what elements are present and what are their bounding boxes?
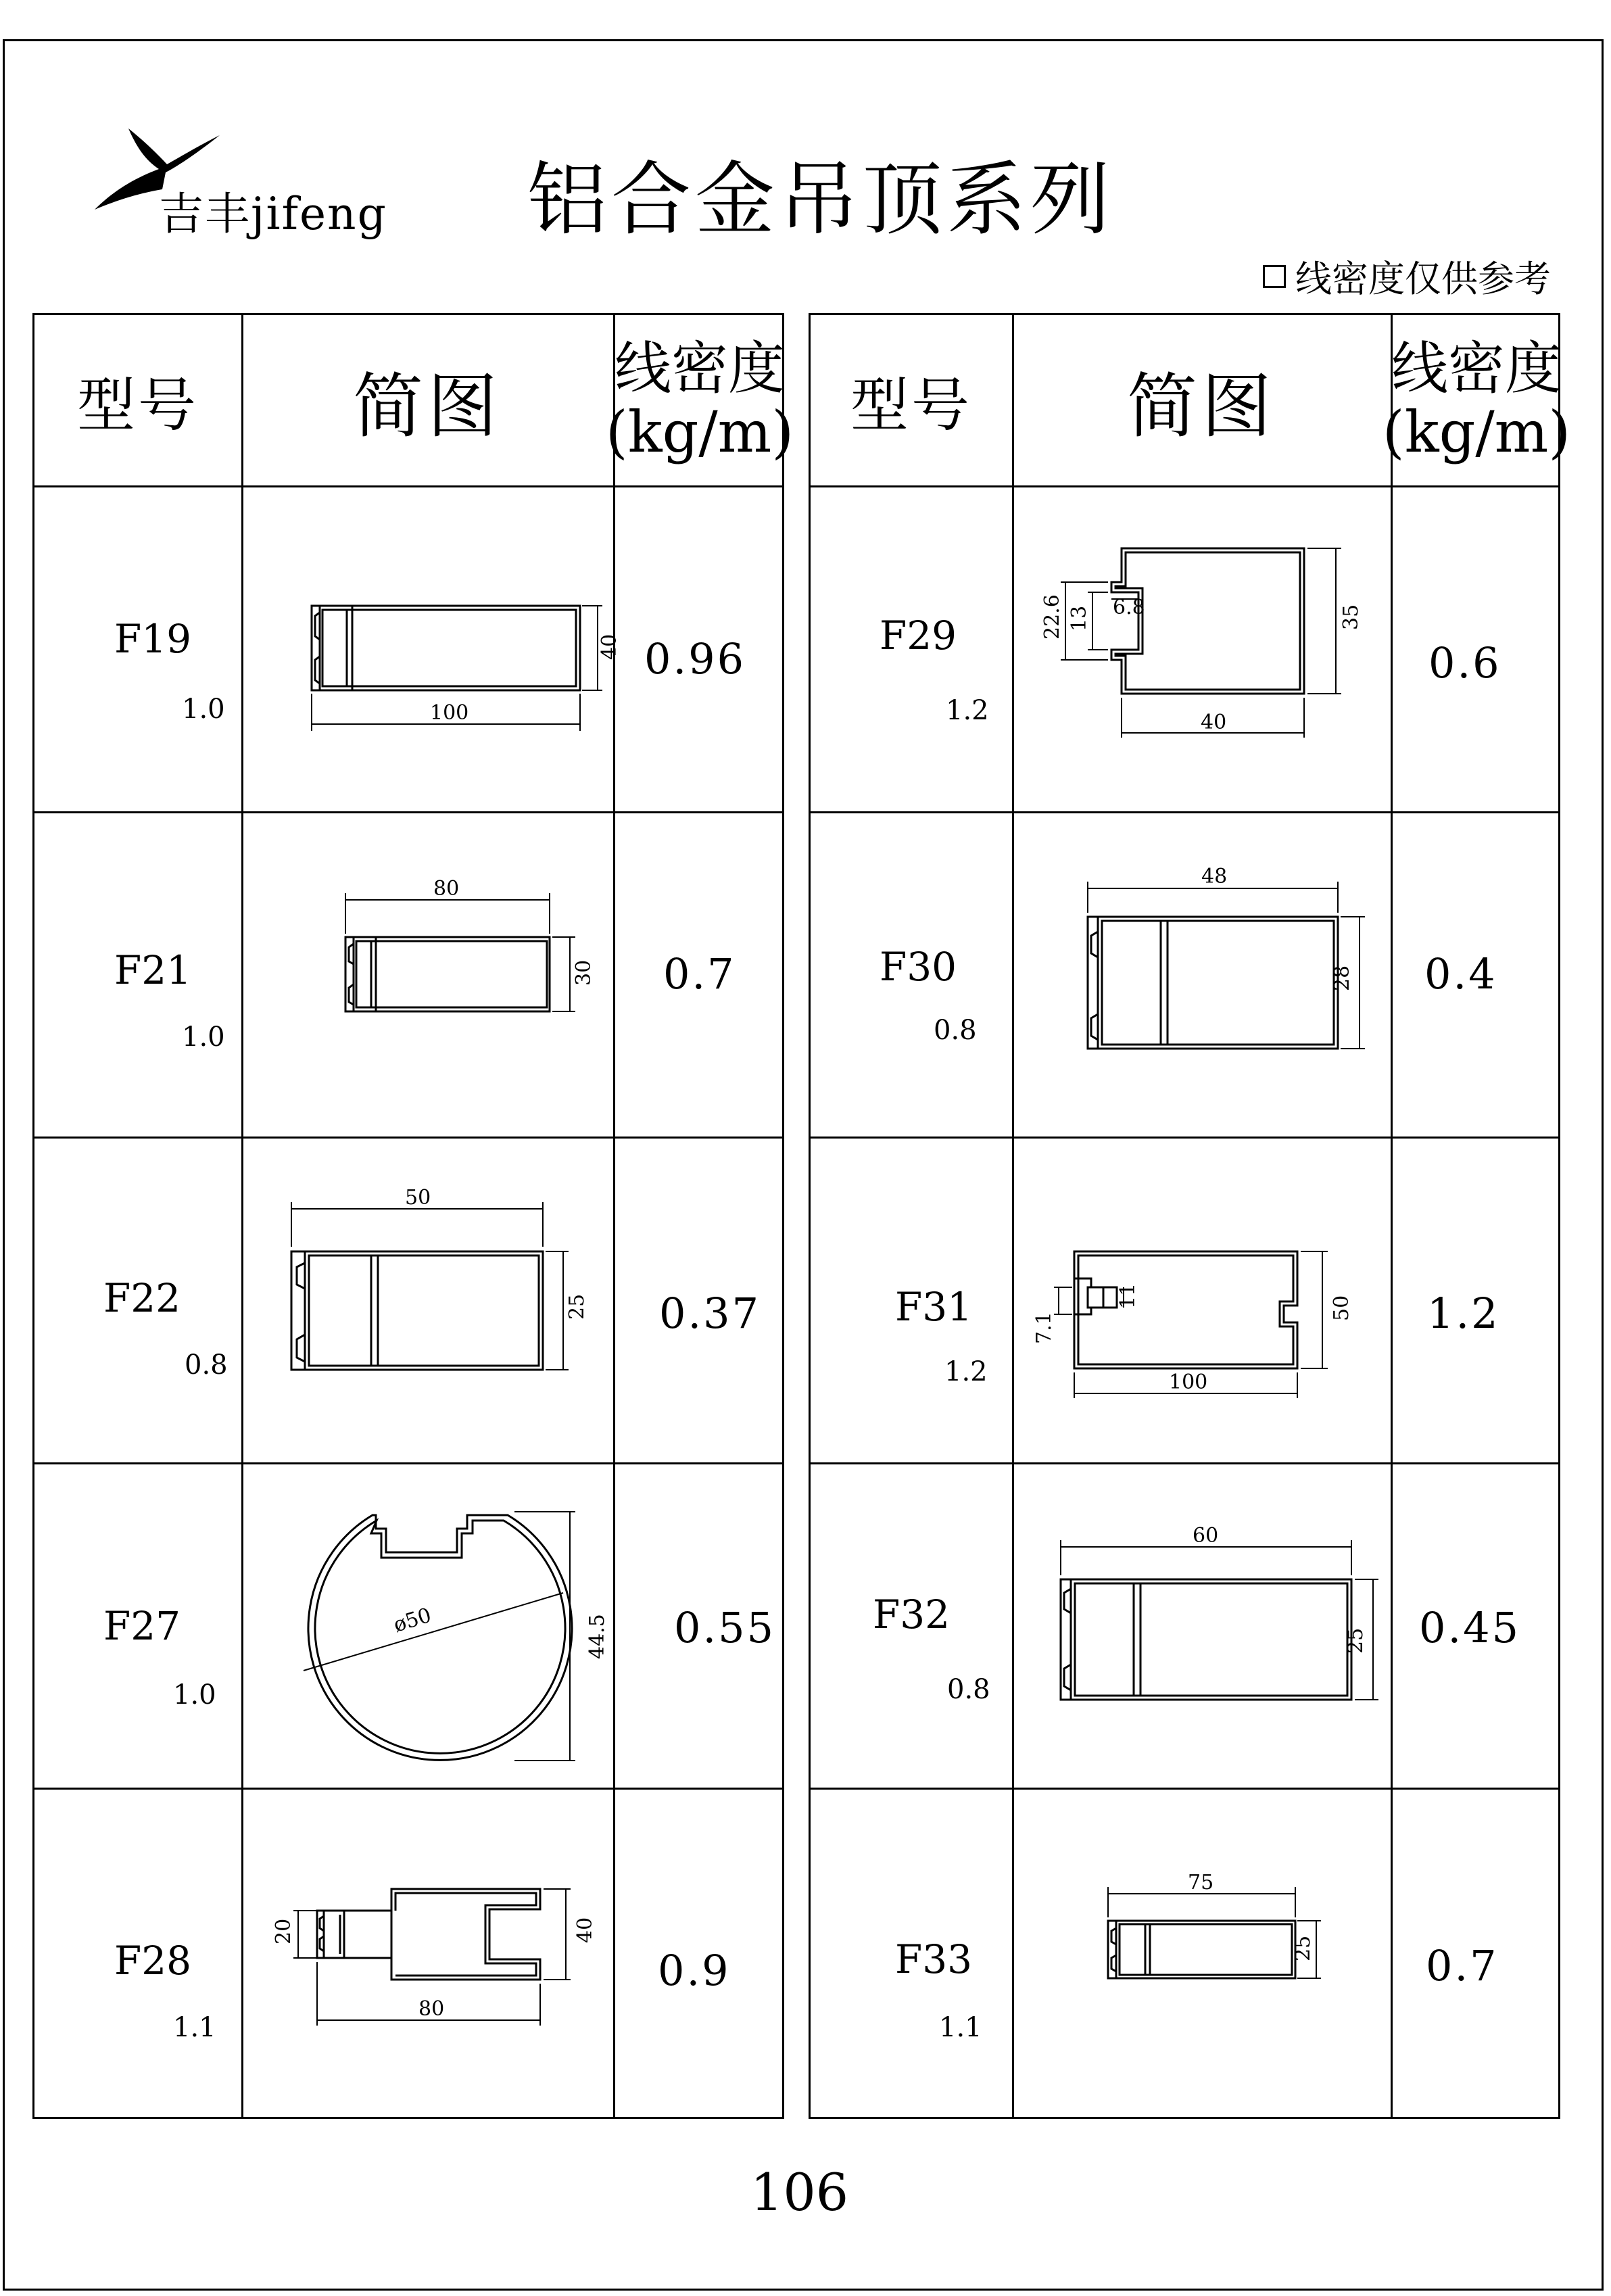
header-density-unit: (kg/m) (1382, 399, 1571, 465)
density-value: 0.37 (659, 1289, 761, 1338)
wall-thickness: 1.1 (173, 2012, 216, 2043)
dim-label: 13 (1067, 605, 1091, 631)
profile-drawing-f29 (1024, 538, 1375, 744)
page-number: 106 (750, 2162, 849, 2222)
density-value: 0.4 (1424, 949, 1497, 999)
dim-label: 80 (433, 877, 460, 901)
profile-drawing-f33 (1101, 1857, 1345, 2008)
wall-thickness: 0.8 (947, 1674, 990, 1705)
density-value: 1.2 (1427, 1289, 1500, 1338)
density-value: 0.7 (1426, 1941, 1499, 1990)
dim-label: 60 (1193, 1524, 1219, 1548)
checkbox-icon (1263, 265, 1286, 288)
density-value: 0.96 (644, 634, 746, 684)
density-value: 0.55 (674, 1603, 776, 1652)
dim-label: 40 (598, 633, 621, 660)
dim-label: 35 (1339, 604, 1363, 630)
model-code: F21 (114, 947, 192, 993)
dim-label: ø50 (391, 1603, 435, 1637)
profile-drawing-f31 (1024, 1201, 1375, 1406)
profile-drawing-f32 (1054, 1525, 1405, 1731)
model-code: F33 (895, 1936, 973, 1982)
brand-logo (91, 125, 389, 240)
wall-thickness: 1.0 (173, 1679, 216, 1711)
density-value: 0.7 (663, 949, 736, 999)
dim-label: 25 (565, 1293, 589, 1320)
wall-thickness: 0.8 (934, 1015, 977, 1046)
header-drawing: 简图 (1126, 365, 1276, 448)
model-code: F29 (880, 613, 957, 659)
model-code: F27 (103, 1603, 181, 1649)
model-code: F30 (880, 944, 957, 990)
density-value: 0.6 (1428, 638, 1501, 688)
reference-note-text: 线密度仅供参考 (1295, 258, 1551, 300)
dim-label: 22.6 (1040, 594, 1064, 640)
wall-thickness: 1.1 (939, 2012, 982, 2043)
right-table (809, 313, 1571, 2119)
dim-label: 28 (1330, 965, 1354, 991)
profile-drawing-f28 (263, 1829, 601, 2049)
header-density (605, 315, 794, 485)
density-value: 0.9 (658, 1946, 731, 1995)
header-density-label: 线密度 (1391, 335, 1562, 402)
dim-label: 48 (1201, 865, 1228, 888)
profile-drawing-f19 (305, 585, 643, 744)
dim-label: 75 (1188, 1871, 1214, 1894)
dim-label: 44.5 (585, 1614, 609, 1659)
profile-drawing-f30 (1081, 856, 1365, 1061)
dim-label: 25 (1291, 1935, 1315, 1961)
header-model: 型号 (77, 372, 199, 439)
dim-label: 50 (1330, 1295, 1353, 1321)
dim-label: 40 (1201, 711, 1227, 734)
header-density-unit: (kg/m) (605, 399, 794, 465)
dim-label: 40 (573, 1917, 597, 1943)
dim-label: 100 (1169, 1370, 1208, 1394)
brand-text: 吉丰jifeng (159, 188, 387, 240)
profile-drawing-f21 (339, 869, 609, 1041)
model-code: F32 (873, 1592, 951, 1637)
reference-note (1263, 250, 1551, 302)
wall-thickness: 1.0 (182, 1022, 225, 1053)
model-code: F28 (114, 1938, 192, 1984)
dim-label: 50 (405, 1186, 431, 1210)
model-code: F19 (114, 616, 192, 662)
header-model: 型号 (850, 372, 972, 439)
dim-label: 6.8 (1113, 596, 1145, 619)
dim-label: 7.1 (1032, 1312, 1056, 1344)
header-drawing: 简图 (352, 365, 502, 448)
dim-label: 30 (572, 959, 596, 986)
dim-label: 100 (430, 701, 469, 725)
dim-label: 25 (1344, 1627, 1368, 1654)
left-table (32, 313, 794, 2119)
dim-label: 20 (272, 1918, 295, 1944)
wall-thickness: 0.8 (185, 1349, 228, 1381)
wall-thickness: 1.2 (946, 695, 989, 726)
dim-label: 11 (1116, 1283, 1140, 1309)
density-value: 0.45 (1419, 1603, 1521, 1652)
model-code: F31 (895, 1284, 973, 1330)
model-code: F22 (103, 1275, 181, 1321)
header-density (1382, 315, 1571, 485)
dim-label: 80 (418, 1997, 445, 2021)
profile-drawing-f22 (285, 1187, 589, 1393)
profile-drawing-f27 (291, 1491, 616, 1778)
header-density-label: 线密度 (614, 335, 785, 402)
wall-thickness: 1.2 (944, 1356, 988, 1387)
wall-thickness: 1.0 (182, 694, 225, 725)
page-title: 铝合金吊顶系列 (527, 153, 1115, 246)
